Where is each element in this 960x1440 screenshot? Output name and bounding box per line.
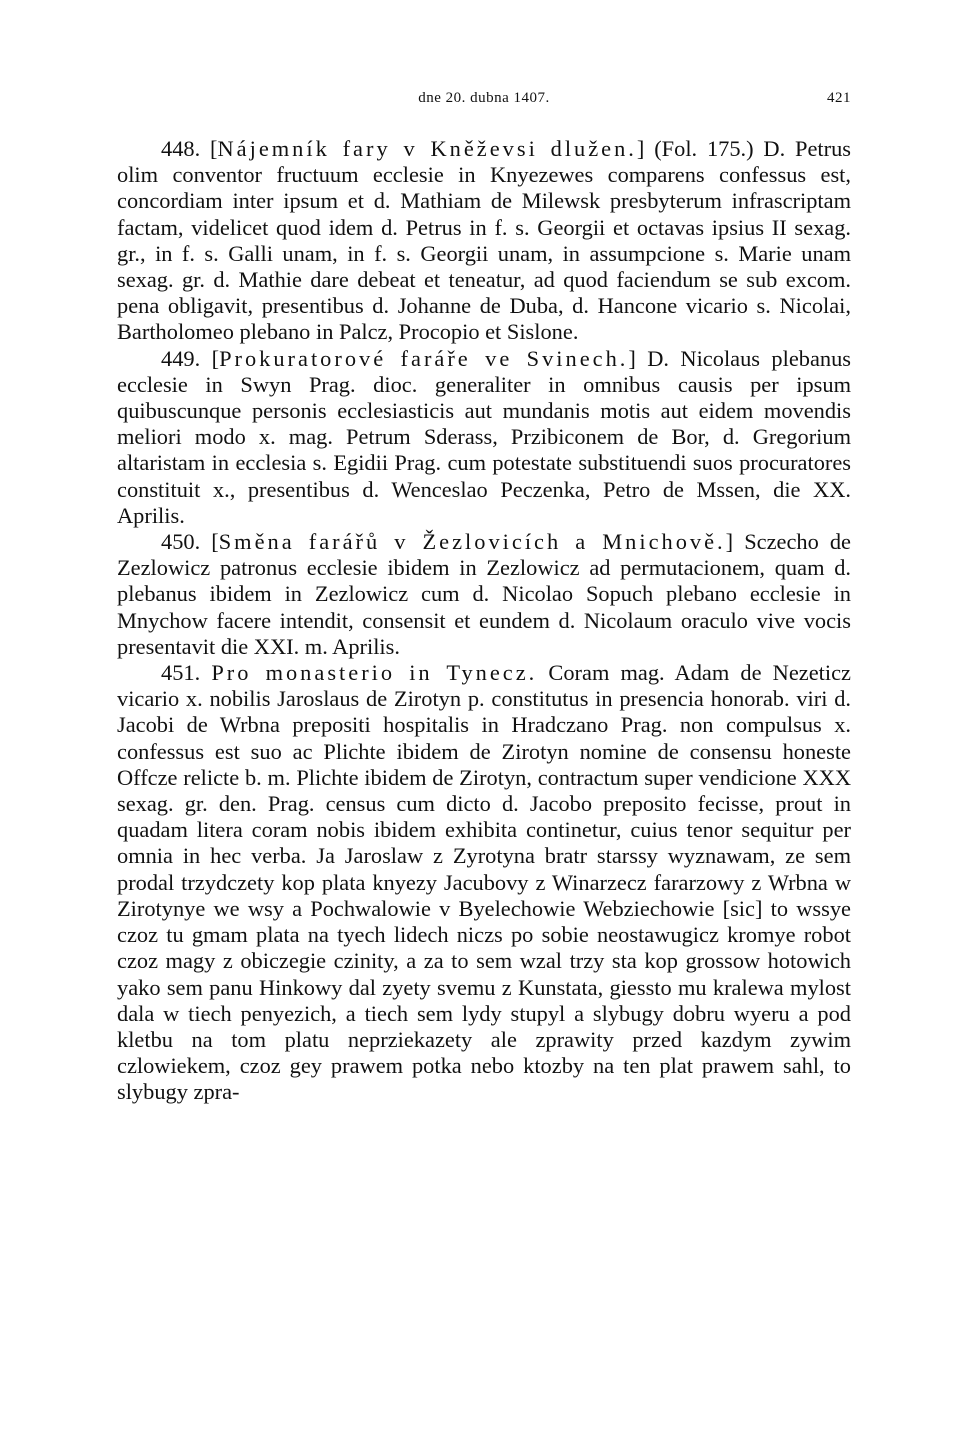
entry-450 [117,529,851,660]
entry-text: Sczecho de Zezlowicz patronus ecclesie ibidem in Zezlowicz ad permutacionem, quam d. plebanus ibidem in Zezlowicz cum d. Nicolao Sopuch plebano ecclesie in Mnychow facere intendit, consensit et eundem d. Nicolaum oraculo vive vocis presentavit die XXI. m. Aprilis. [117,529,851,659]
entry-text: Coram mag. Adam de Nezeticz vicario x. nobilis Jaroslaus de Zirotyn p. constitutus in presencia honorab. viri d. Jacobi de Wrbna prepositi hospitalis in Hradczano Prag. non compulsus x. confessus est suo ac Plichte ibidem de Zirotyn nomine de consensu honeste Offcze relicte b. m. Plichte ibidem de Zirotyn, contractum super vendicione XXX sexag. gr. den. Prag. census cum dicto d. Jacobo preposito fecisse, prout in quadam litera coram nobis ibidem exhibita continetur, cuius tenor sequitur per omnia in hec verba. Ja Jaroslaw z Zyrotyna bratr starssy wyznawam, ze sem prodal trzydczety kop plata knyezy Jacubovy z Winarzecz fararzowy z Wrbna w Zirotynye we wsy a Pochwalowie v Byelechowie Webziechowie [sic] to wssye czoz tu gmam plata na tyech lidech niczs po sobie neostawugicz kromye robot czoz magy z obiczegie czinity, a za to sem wzal trzy sta kop grossow hotowich yako sem panu Hinkowy dal zyety svemu z Kunstata, giessto mu kralewa mylost dala w tiech penyezich, a tiech sem lydy stupyl a slybugy dobru wyeru a pod kletbu na tom platu neprziekazety ale zprawity przed kazdym zywim czlowiekem, czoz gey prawem potka nebo ktozby na ten plat prawem sahl, to slybugy zpra- [117,660,851,1105]
entry-title: Prokuratorové faráře ve Svinech. [219,345,629,371]
document-body [117,136,851,1106]
entry-number: 451. [161,660,201,686]
running-title: dne 20. dubna 1407. [418,90,550,106]
entry-title-bracket-close: ] [725,529,734,555]
entry-title: Nájemník fary v Kněževsi dlužen. [217,136,637,161]
entry-number: 450. [161,529,201,555]
entry-title: Pro monasterio in Tynecz. [211,660,538,686]
entry-text: D. Nicolaus plebanus ecclesie in Swyn Prag. dioc. generaliter in omnibus causis per ipsum quibuscunque personis ecclesiasticis aut mundanis motis aut eidem movendis meliori modo x. mag. Petrum Sderass, Przibiconem de Bor, d. Gregorium altaristam in ecclesia s. Egidii Prag. cum potestate substituendi suos procuratores constituit x., presentibus d. Wenceslao Peczenka, Petro de Mssen, die XX. Aprilis. [117,345,851,528]
entry-title-bracket-close: ] [636,136,645,161]
entry-451 [117,660,851,1105]
running-header [117,90,851,114]
entry-449 [117,346,851,529]
page-number: 421 [827,90,851,106]
entry-number: 448. [161,136,201,161]
entry-title-bracket-open: [ [211,529,219,555]
entry-title: Směna farářů v Žezlovicích a Mnichově. [218,529,726,555]
entry-text: (Fol. 175.) D. Petrus olim conventor fructuum ecclesie in Knyezewes comparens confessus est, concordiam inter ipsum et d. Mathiam de Milewsk presbyterum infrascriptam factam, videlicet quod idem d. Petrus in f. s. Georgii et octavas ipsius II sexag. gr., in f. s. Galli unam, in f. s. Georgii unam, in assumpcione s. Marie unam sexag. gr. d. Mathie dare debeat et teneatur, ad quod faciendum se sub excom. pena obligavit, presentibus d. Johanne de Duba, d. Hancone vicario s. Nicolai, Bartholomeo plebano in Palcz, Procopio et Sislone. [117,136,851,345]
entry-448 [117,136,851,346]
entry-number: 449. [161,345,201,371]
entry-title-bracket-open: [ [210,136,218,161]
document-page [117,90,851,1106]
entry-title-bracket-open: [ [211,345,220,371]
entry-title-bracket-close: ] [628,345,636,371]
